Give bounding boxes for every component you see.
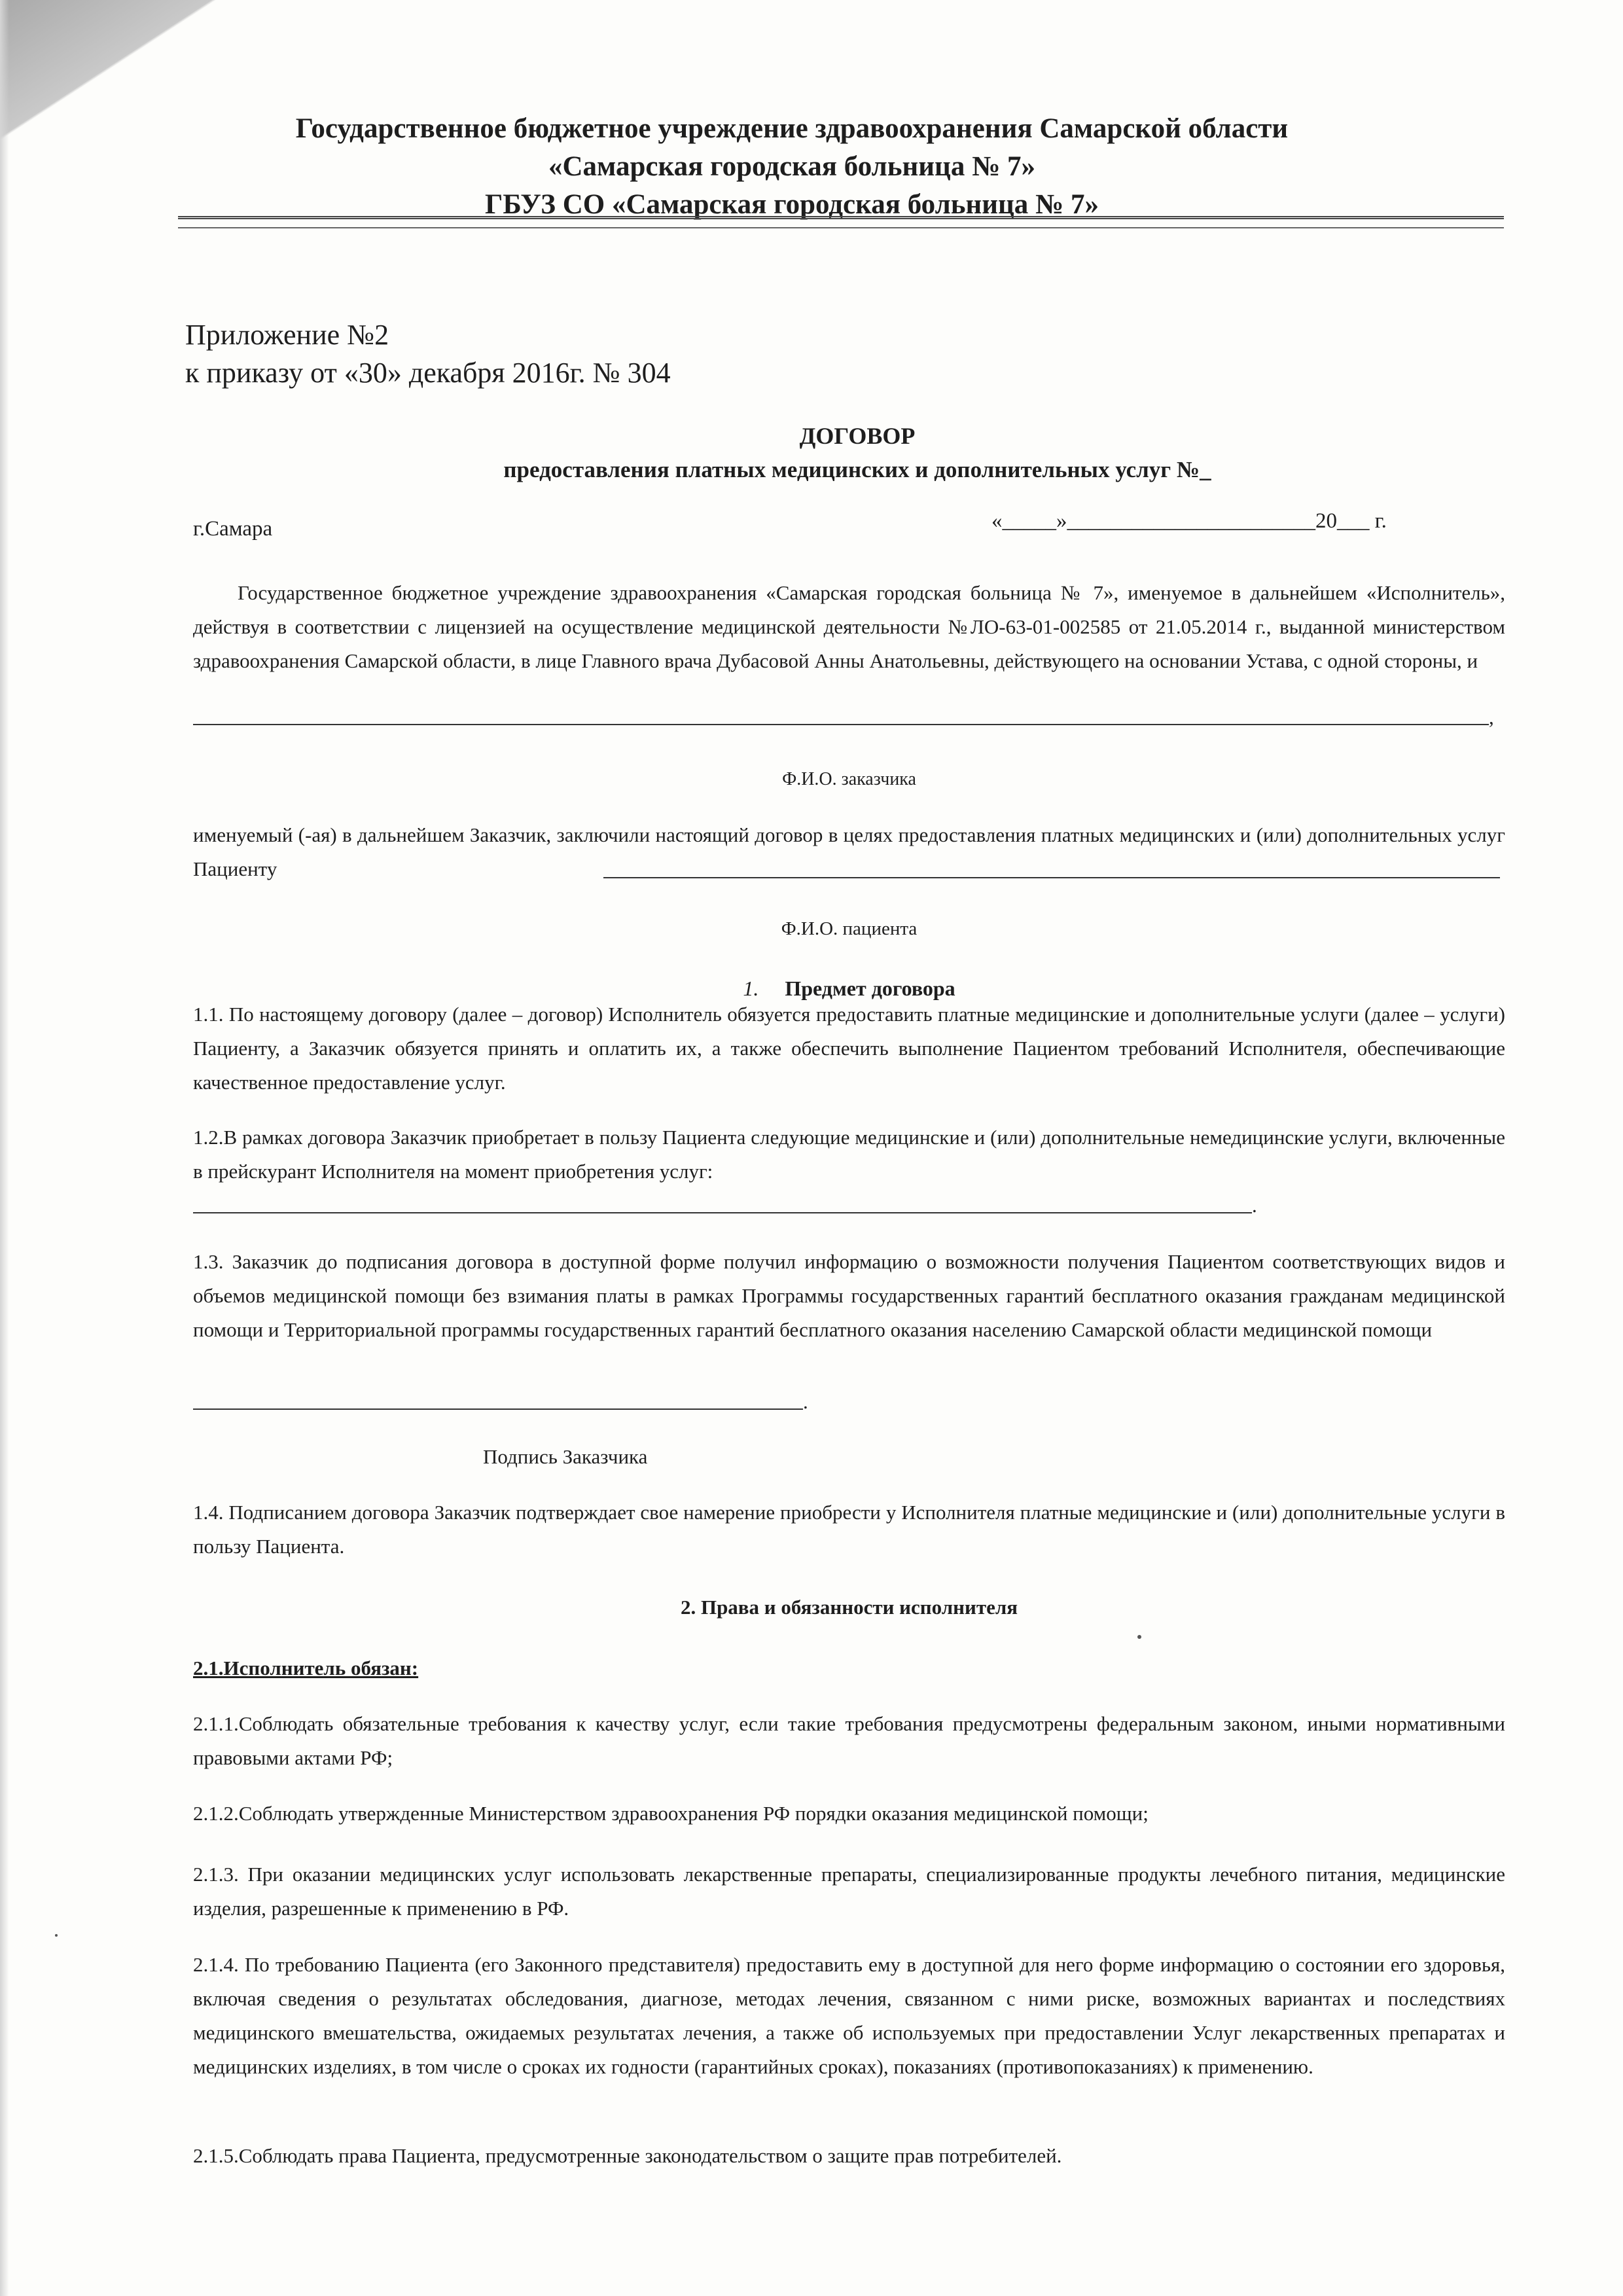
section-1-number: 1. (743, 977, 759, 1000)
patient-name-caption: Ф.И.О. пациента (781, 918, 918, 939)
signature-field-period: . (803, 1390, 808, 1413)
header-divider (178, 216, 1504, 228)
annex-line-2: к приказу от «30» декабря 2016г. № 304 (185, 357, 671, 389)
clause-1-2: 1.2.В рамках договора Заказчик приобретает в пользу Пациента следующие медицинские и (или) дополнительные немедицинские услуги, включенные в прейскурант Исполнителя на момент приобретения услуг: (193, 1126, 1505, 1183)
section-2-heading: 2. Права и обязанности исполнителя (680, 1596, 1018, 1619)
customer-name-caption: Ф.И.О. заказчика (782, 769, 916, 789)
section-1-title: Предмет договора (785, 977, 955, 1000)
header-line-1: Государственное бюджетное учреждение здравоохранения Самарской области (295, 113, 1289, 144)
customer-name-field[interactable] (193, 724, 1489, 725)
clause-1-3: 1.3. Заказчик до подписания договора в доступной форме получил информацию о возможности получения Пациентом соответствующих видов и объемов медицинской помощи без взимания платы в рамках Программы государственных гарантий бесплатного оказания гражданам медицинской помощи и Территориальной программы государственных гарантий бесплатного оказания населению Самарской области медицинской помощи (193, 1250, 1505, 1341)
customer-signature-caption: Подпись Заказчика (483, 1445, 648, 1468)
contract-title-main: ДОГОВОР (799, 423, 916, 449)
annex-note (185, 316, 671, 392)
institution-header (177, 110, 1407, 224)
services-field-period: . (1252, 1194, 1257, 1217)
clause-2-1-4: 2.1.4. По требованию Пациента (его Законного представителя) предоставить ему в доступной для него форме информацию о состоянии его здоровья, включая сведения о результатах обследования, диагнозе, методах лечения, связанном с ними риске, возможных вариантах и последствиях медицинского вмешательства, ожидаемых результатах лечения, а также об используемых при предоставлении Услуг лекарственных препаратах и медицинских изделиях, в том числе о сроках их годности (гарантийных сроках), показаниях (противопоказаниях) к применению. (193, 1953, 1505, 2078)
contract-title-subtitle: предоставления платных медицинских и дополнительных услуг №_ (503, 457, 1211, 482)
scan-edge-shadow (0, 0, 9, 2296)
clause-2-1-3: 2.1.3. При оказании медицинских услуг использовать лекарственные препараты, специализированные продукты лечебного питания, медицинские изделия, разрешенные к применению в РФ. (193, 1863, 1505, 1920)
patient-name-field[interactable] (603, 877, 1500, 878)
contract-date-field[interactable]: «_____»_______________________20___ г. (991, 509, 1387, 533)
scan-speck (1137, 1635, 1141, 1639)
clause-2-1-2: 2.1.2.Соблюдать утвержденные Министерством здравоохранения РФ порядки оказания медицинской помощи; (193, 1802, 1149, 1825)
clause-2-1-5: 2.1.5.Соблюдать права Пациента, предусмотренные законодательством о защите прав потребителей. (193, 2144, 1062, 2167)
contract-place: г.Самара (193, 517, 273, 541)
clause-1-1: 1.1. По настоящему договору (далее – договор) Исполнитель обязуется предоставить платные медицинские и дополнительные услуги (далее – услуги) Пациенту, а Заказчик обязуется принять и оплатить их, а также обеспечить выполнение Пациентом требований Исполнителя, обеспечивающие качественное предоставление услуг. (193, 1003, 1505, 1094)
preamble-paragraph: Государственное бюджетное учреждение здравоохранения «Самарская городская больница № 7», именуемое в дальнейшем «Исполнитель», действуя в соответствии с лицензией на осуществление медицинской деятельности №ЛО-63-01-002585 от 21.05.2014 г., выданной министерством здравоохранения Самарской области, в лице Главного врача Дубасовой Анны Анатольевны, действующего на основании Устава, с одной стороны, и (193, 581, 1505, 672)
clause-2-1-1: 2.1.1.Соблюдать обязательные требования к качеству услуг, если такие требования предусмотрены федеральным законом, иными нормативными правовыми актами РФ; (193, 1712, 1505, 1769)
services-list-field[interactable] (193, 1212, 1252, 1213)
header-line-3: ГБУЗ СО «Самарская городская больница № 7» (484, 189, 1099, 220)
clause-2-1-heading: 2.1.Исполнитель обязан: (193, 1657, 419, 1679)
scan-speck (55, 1934, 58, 1937)
header-line-2: «Самарская городская больница № 7» (548, 151, 1036, 182)
clause-1-4: 1.4. Подписанием договора Заказчик подтверждает свое намерение приобрести у Исполнителя платные медицинские и (или) дополнительные услуги в пользу Пациента. (193, 1501, 1505, 1558)
contract-title (366, 419, 1348, 487)
customer-signature-field[interactable] (193, 1408, 803, 1410)
customer-field-comma: , (1489, 706, 1494, 728)
customer-paragraph: именуемый (-ая) в дальнейшем Заказчик, заключили настоящий договор в целях предоставления платных медицинских и (или) дополнительных услуг Пациенту (193, 823, 1505, 880)
annex-line-1: Приложение №2 (185, 319, 389, 351)
